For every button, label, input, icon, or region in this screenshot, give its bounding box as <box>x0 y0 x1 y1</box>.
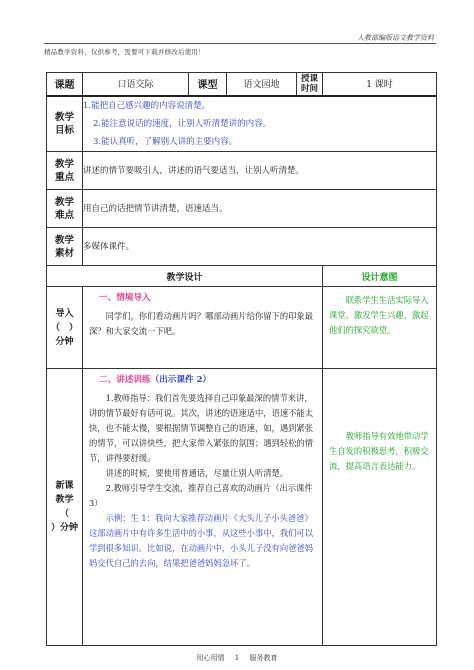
intro-title: 一、情境导入 <box>99 293 151 303</box>
key-points-text: 讲述的情节要吸引人，讲述的语气要适当，让别人听清楚。 <box>83 152 437 190</box>
goal-item: 3.能认真听，了解别人讲的主要内容。 <box>93 136 238 147</box>
time-value: 1 课时 <box>323 73 437 96</box>
goals-label <box>47 96 83 152</box>
key-points-row <box>47 152 437 190</box>
page-number: 1 <box>234 654 240 662</box>
time-label: 授课时间 <box>297 73 323 96</box>
topic-label: 课题 <box>47 73 83 96</box>
footer-right-text: 服务教育 <box>249 654 278 662</box>
header-brand-text: 人教部编版语文教学资料 <box>357 34 434 42</box>
new-lesson-stage-label-1: 新课 <box>55 481 74 491</box>
difficulties-label <box>47 190 83 228</box>
new-lesson-paragraph-4: 示例：生 1：我向大家推荐动画片《大头儿子小头爸爸》这部动画片中有许多生活中的小事，从这些小事中，我们可以学到很多知识。比如说，在动画片中，小头儿子没有向爸爸妈妈交代自己的去向，结果把爸爸妈妈急坏了。 <box>89 513 314 568</box>
design-header: 教学设计 <box>47 266 323 287</box>
new-lesson-content <box>83 369 323 646</box>
type-value: 语文园地 <box>227 73 297 96</box>
info-row <box>47 73 437 96</box>
intro-stage-label-3: 分钟 <box>55 336 74 347</box>
new-lesson-title-suffix: （出示课件 2） <box>150 375 212 385</box>
difficulties-row <box>47 190 437 228</box>
design-header-row <box>47 266 437 287</box>
goal-item: 1.能把自己感兴趣的内容说清楚。 <box>83 100 211 111</box>
intro-intent: 联系学生生活实际导入课堂，激发学生兴趣，激起他们的探究欲望。 <box>323 287 437 369</box>
page-footer <box>0 653 474 663</box>
difficulties-label-text: 教学难点 <box>54 196 74 221</box>
materials-label-text: 教学素材 <box>54 234 74 259</box>
new-lesson-stage-label-2: 教学 <box>55 495 74 505</box>
new-lesson-row <box>47 369 437 646</box>
goals-list <box>83 96 437 152</box>
intent-header: 设计意图 <box>323 266 437 287</box>
new-lesson-stage-label-3: （ <box>59 509 69 519</box>
intro-stage-label <box>47 287 83 369</box>
intro-stage-label-1: 导入 <box>55 308 74 319</box>
goal-item: 2.能注意说话的速度，让别人听清楚讲的内容。 <box>93 118 272 129</box>
new-lesson-paragraph-3: 2.教师引导学生交流，推荐自己喜欢的动画片（出示课件 3） <box>89 483 313 508</box>
goals-row <box>47 96 437 152</box>
materials-row <box>47 228 437 266</box>
lesson-plan-table <box>46 72 437 646</box>
intro-stage-label-2: （ ） <box>50 322 78 333</box>
new-lesson-stage-label-4: ）分钟 <box>50 523 78 533</box>
intro-row <box>47 287 437 369</box>
new-lesson-title <box>89 373 316 388</box>
intro-text: 同学们，你们看动画片吗？哪部动画片给你留下的印象最深？和大家交流一下吧。 <box>89 311 314 336</box>
intro-content <box>83 287 323 369</box>
key-points-label <box>47 152 83 190</box>
materials-text: 多媒体课件。 <box>83 228 437 266</box>
new-lesson-paragraph-2: 讲述的时候，要使用普通话，尽量让别人听清楚。 <box>105 468 289 478</box>
header-divider <box>44 43 436 44</box>
new-lesson-intent: 教师指导有效地带动学生自发的积极思考，积极交流，提高语言表达能力。 <box>323 369 437 646</box>
difficulties-text: 用自己的话把情节讲清楚，语速适当。 <box>83 190 437 228</box>
new-lesson-stage-label <box>47 369 83 646</box>
key-points-label-text: 教学重点 <box>54 158 74 183</box>
goals-label-text: 教学目标 <box>54 111 74 136</box>
footer-left-text: 用心用情 <box>196 654 225 662</box>
new-lesson-title-prefix: 二、讲述训练 <box>99 375 151 385</box>
header-notice: 精品教学资料，仅供参考，需要可下载并修改后使用！ <box>44 48 205 56</box>
type-label: 课型 <box>189 73 227 96</box>
new-lesson-paragraph-1: 1.教师指导：我们首先要选择自己印象最深的情节来讲，讲的情节最好有话可说。其次，讲述的语速适中，语速不能太快，也不能太慢，要根据情节调整自己的语速，如，遇到紧张的情节，可以讲快些，把大家带入紧张的氛围；遇到轻松的情节，讲得要舒缓。 <box>89 393 314 463</box>
topic-value: 口语交际 <box>83 73 189 96</box>
materials-label <box>47 228 83 266</box>
